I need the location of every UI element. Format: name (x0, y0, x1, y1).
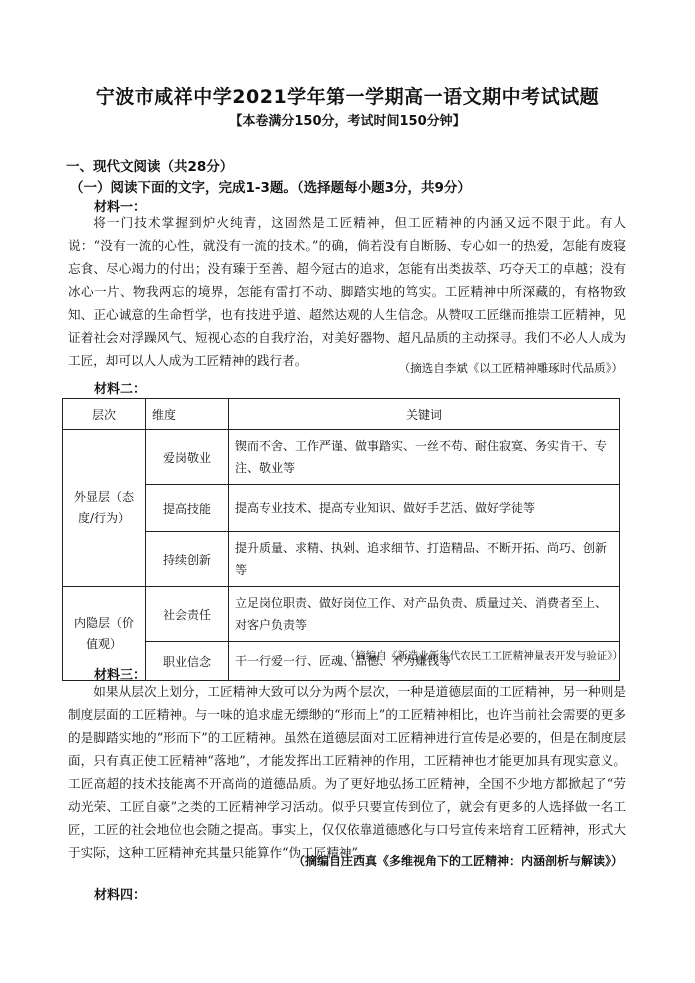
keyword-table (62, 398, 620, 681)
keywords-cell: 干一行爱一行、匠魂、品德、不为赚钱等 (229, 642, 620, 681)
material3-source: （摘编自庄西真《多维视角下的工匠精神：内涵剖析与解读》） (292, 854, 623, 868)
material3-label: 材料三： (94, 668, 147, 683)
table-header-cell: 关键词 (229, 399, 620, 430)
keywords-cell: 立足岗位职责、做好岗位工作、对产品负责、质量过关、消费者至上、对客户负责等 (229, 587, 620, 642)
keywords-cell: 提高专业技术、提高专业知识、做好手艺活、做好学徒等 (229, 485, 620, 532)
material1-text: 将一门技术掌握到炉火纯青，这固然是工匠精神，但工匠精神的内涵又远不限于此。有人说：“没有一流的心性，就没有一流的技术。”的确，倘若没有自断肠、专心如一的热爱，怎能有废寝忘食、尽心竭力的付出；没有臻于至善、超今冠古的追求，怎能有出类拔萃、巧夺天工的卓越；没有冰心一片、物我两忘的境界，怎能有雷打不动、脚踏实地的笃实。工匠精神中所深藏的，有格物致知、正心诚意的生命哲学，也有技进乎道、超然达观的人生信念。从赞叹工匠继而推崇工匠精神，见证着社会对浮躁风气、短视心态的自我疗治，对美好器物、超凡品质的主动探寻。我们不必人人成为工匠，却可以人人成为工匠精神的践行者。 (68, 215, 626, 368)
dimension-cell: 社会责任 (146, 587, 229, 642)
subsection-heading: （一）阅读下面的文字，完成1-3题。（选择题每小题3分，共9分） (70, 180, 471, 196)
table-header-cell: 维度 (146, 399, 229, 430)
material2-source: （摘编自《新造业新生代农民工工匠精神量表开发与验证》） (344, 650, 623, 662)
layer-cell: 外显层（态度/行为） (63, 430, 146, 587)
material3-text: 如果从层次上划分，工匠精神大致可以分为两个层次，一种是道德层面的工匠精神，另一种则是制度层面的工匠精神。与一味的追求虚无缥缈的“形而上”的工匠精神相比，也许当前社会需要的更多的是脚踏实地的“形而下”的工匠精神。虽然在道德层面对工匠精神进行宣传是必要的，但是在制度层面，只有真正使工匠精神“落地”，才能发挥出工匠精神的作用，工匠精神也才能更加具有现实意义。工匠高超的技术技能离不开高尚的道德品质。为了更好地弘扬工匠精神，全国不少地方都掀起了“劳动光荣、工匠自豪”之类的工匠精神学习活动。似乎只要宣传到位了，就会有更多的人选择做一名工匠，工匠的社会地位也会随之提高。事实上，仅仅依靠道德感化与口号宣传来培育工匠精神，形式大于实际，这种工匠精神充其量只能算作“伪工匠精神”。 (68, 684, 626, 860)
table-row (63, 485, 620, 532)
dimension-cell: 爱岗敬业 (146, 430, 229, 485)
table-header-row (63, 399, 620, 430)
dimension-cell: 提高技能 (146, 485, 229, 532)
table-header-cell: 层次 (63, 399, 146, 430)
table-row (63, 532, 620, 587)
dimension-cell: 持续创新 (146, 532, 229, 587)
material1-label: 材料一： (94, 200, 147, 215)
dimension-cell: 职业信念 (146, 642, 229, 681)
exam-subtitle: 【本卷满分150分，考试时间150分钟】 (229, 114, 466, 129)
material1-source: （摘选自李斌《以工匠精神雕琢时代品质》） (398, 361, 623, 375)
table-row (63, 587, 620, 642)
keywords-cell: 提升质量、求精、执剁、追求细节、打造精品、不断开拓、尚巧、创新等 (229, 532, 620, 587)
keywords-cell: 锲而不舍、工作严谨、做事踏实、一丝不苟、耐住寂寞、务实肯干、专注、敬业等 (229, 430, 620, 485)
material4-label: 材料四： (94, 888, 147, 903)
section-heading: 一、现代文阅读（共28分） (66, 159, 234, 175)
exam-title: 宁波市咸祥中学2021学年第一学期高一语文期中考试试题 (95, 86, 600, 108)
material2-label: 材料二： (94, 382, 147, 397)
table-row (63, 430, 620, 485)
layer-cell: 内隐层（价值观） (63, 587, 146, 681)
